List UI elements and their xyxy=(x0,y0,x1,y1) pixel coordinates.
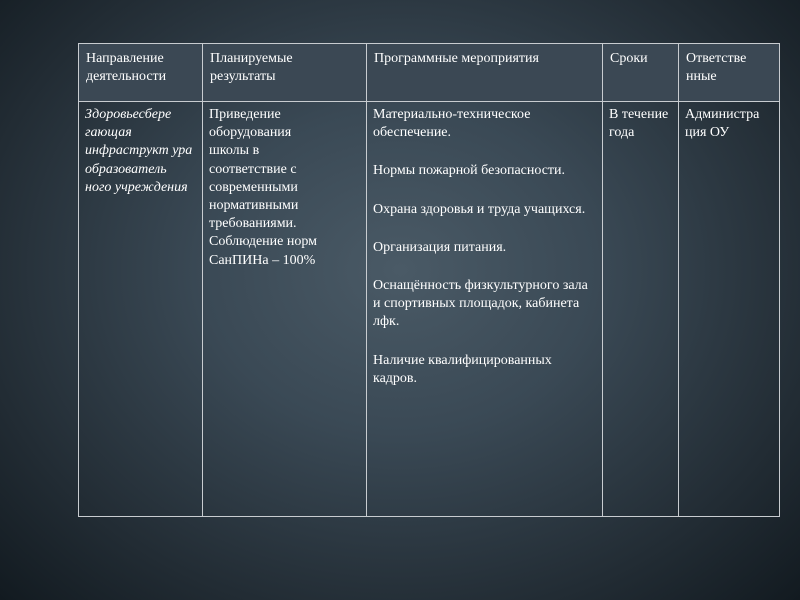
cell-activities xyxy=(367,102,603,517)
activity-item: Оснащённость физкультурного зала и спортивных площадок, кабинета лфк. xyxy=(373,277,588,330)
cell-timing xyxy=(603,102,679,517)
plan-table xyxy=(78,43,780,517)
header-timing: Сроки xyxy=(603,44,679,102)
activity-item: Охрана здоровья и труда учащихся. xyxy=(373,201,586,217)
results-line: нормативными xyxy=(209,197,299,213)
activity-item: Материально-техническое обеспечение. xyxy=(373,107,531,141)
timing-text: В течение года xyxy=(609,107,669,141)
results-line: оборудования xyxy=(209,125,292,141)
results-line: школы в xyxy=(209,143,260,159)
direction-text: Здоровьесбере гающая инфраструкт ура образователь ного учреждения xyxy=(85,107,193,195)
activity-item: Нормы пожарной безопасности. xyxy=(373,163,566,179)
results-line: СанПИНа – 100% xyxy=(209,252,316,268)
activity-item: Организация питания. xyxy=(373,239,507,255)
cell-responsible xyxy=(679,102,780,517)
activity-item: Наличие квалифицированных кадров. xyxy=(373,352,552,386)
cell-results xyxy=(203,102,367,517)
header-activities: Программные мероприятия xyxy=(367,44,603,102)
header-direction: Направление деятельности xyxy=(79,44,203,102)
header-results: Планируемые результаты xyxy=(203,44,367,102)
cell-direction xyxy=(79,102,203,517)
header-responsible: Ответстве нные xyxy=(679,44,780,102)
results-line: Соблюдение норм xyxy=(209,234,318,250)
results-line: требованиями. xyxy=(209,216,297,232)
results-line: Приведение xyxy=(209,107,281,122)
responsible-text: Администра ция ОУ xyxy=(685,107,760,141)
table-row xyxy=(79,102,780,517)
results-line: соответствие с xyxy=(209,161,297,177)
table-header-row xyxy=(79,44,780,102)
results-line: современными xyxy=(209,179,298,195)
